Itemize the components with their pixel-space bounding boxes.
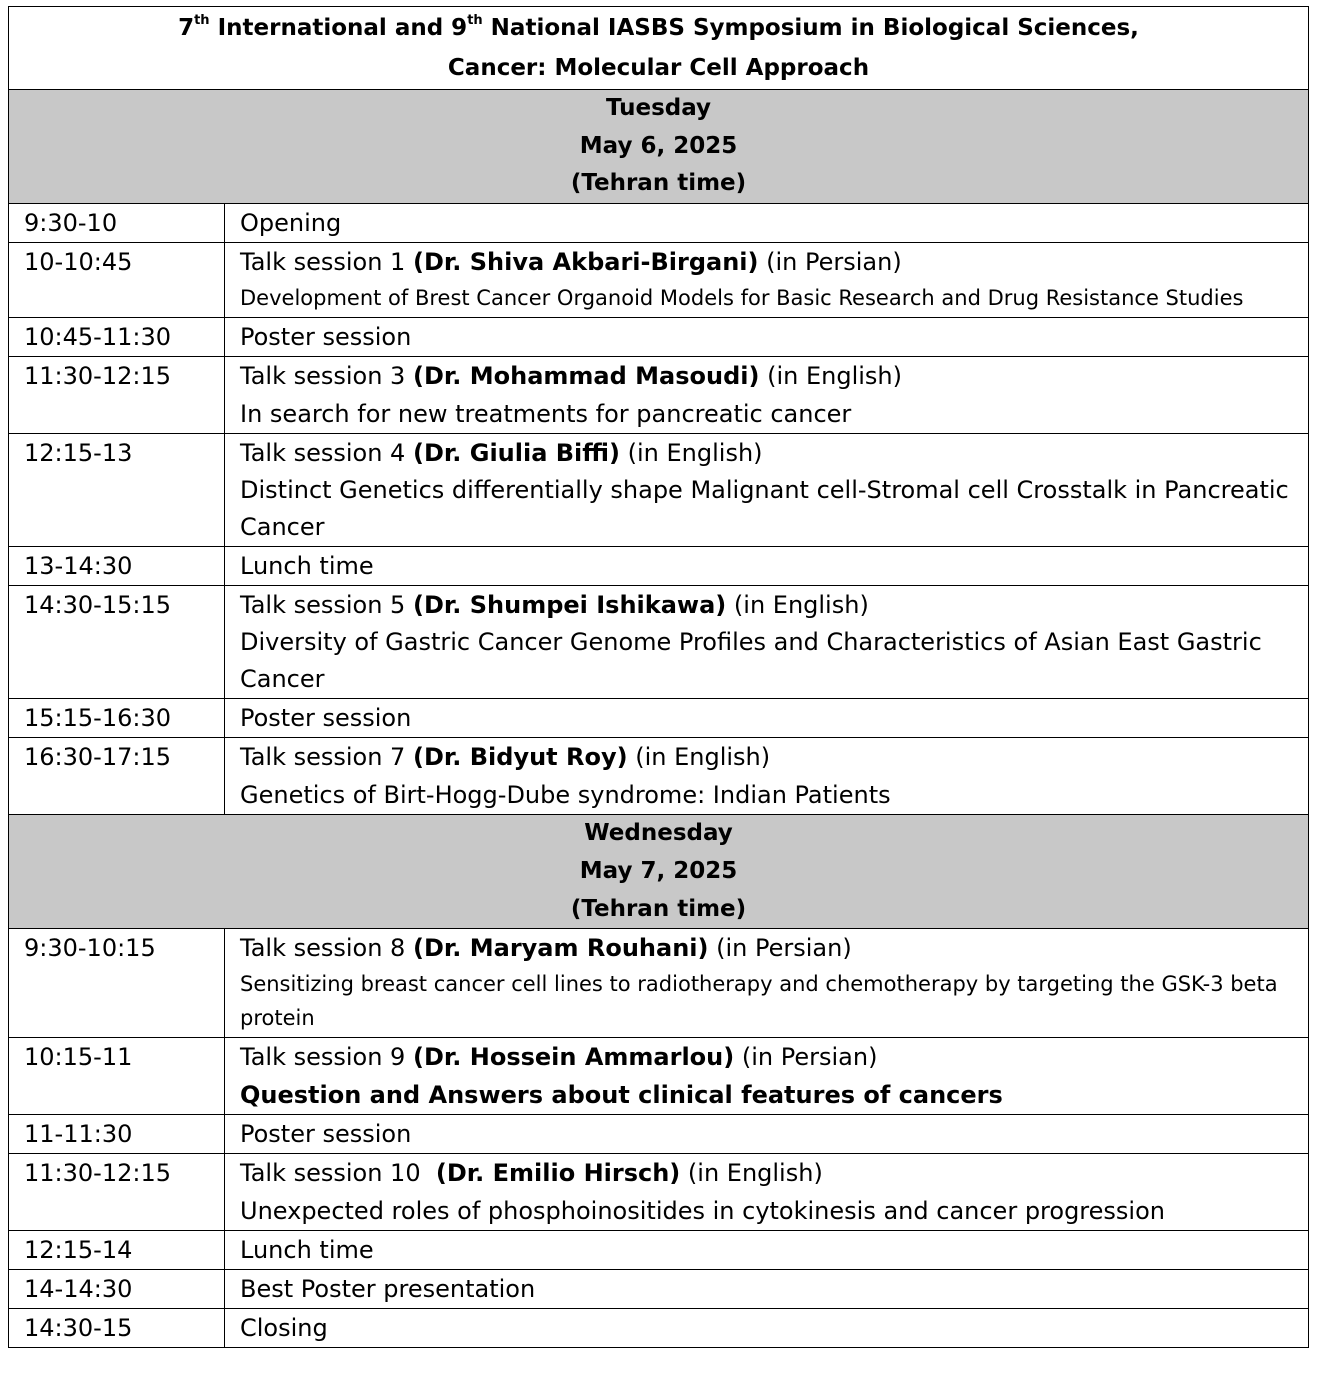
talk-title-bold: Question and Answers about clinical features of cancers [240,1081,1003,1110]
time-cell: 10:45-11:30 [9,318,225,357]
session-language: (in English) [620,439,763,468]
session-language: (in English) [726,591,869,620]
schedule-row [9,738,1309,815]
program-cell [225,1309,1309,1348]
session-line [240,434,1298,472]
session-label: Talk session 9 [240,1043,413,1072]
page-title [9,7,1309,90]
speaker-name: (Dr. Emilio Hirsch) [435,1159,681,1188]
session-label: Talk session 1 [240,248,413,277]
schedule-row [9,1154,1309,1231]
program-cell [225,738,1309,815]
session-language: (in English) [627,743,771,772]
speaker-name: (Dr. Maryam Rouhani) [412,934,709,963]
time-cell: 11-11:30 [9,1115,225,1154]
schedule-row [9,586,1309,699]
schedule-row [9,1309,1309,1348]
day-header-wednesday [9,815,1309,929]
session-line [240,929,1298,967]
program-cell [225,434,1309,547]
title-sup-1: th [194,13,210,29]
session-language: (in Persian) [758,248,902,277]
schedule-row [9,357,1309,434]
program-cell [225,1270,1309,1309]
session-language: (in English) [759,362,902,391]
program-cell [225,1231,1309,1270]
program-text: Poster session [240,1120,412,1149]
title-line-1 [9,8,1308,48]
time-cell: 13-14:30 [9,547,225,586]
time-cell: 11:30-12:15 [9,1154,225,1231]
talk-title: Distinct Genetics differentially shape Malignant cell-Stromal cell Crosstalk in Pancreatic Cancer [240,476,1289,542]
session-line [240,243,1298,281]
program-cell [225,1038,1309,1115]
talk-title [240,1076,1298,1114]
program-cell [225,357,1309,434]
time-cell: 9:30-10 [9,204,225,243]
session-label: Talk session 5 [240,591,413,620]
session-label: Talk session 10 [240,1159,436,1188]
speaker-name: (Dr. Shiva Akbari-Birgani) [412,248,759,277]
talk-title: In search for new treatments for pancreatic cancer [240,400,852,429]
session-line [240,357,1298,395]
speaker-name: (Dr. Hossein Ammarlou) [412,1043,735,1072]
schedule-table [8,6,1309,1348]
speaker-name: (Dr. Bidyut Roy) [412,743,628,772]
session-label: Talk session 4 [240,439,413,468]
schedule-row [9,204,1309,243]
time-cell: 14:30-15:15 [9,586,225,699]
program-cell [225,699,1309,738]
title-ordinal-7: 7 [178,15,195,41]
program-cell [225,318,1309,357]
session-line [240,586,1298,624]
day-timezone: (Tehran time) [570,170,747,197]
day-header-row [9,90,1309,204]
program-cell [225,1154,1309,1231]
title-line-2: Cancer: Molecular Cell Approach [447,55,870,81]
time-cell: 10:15-11 [9,1038,225,1115]
schedule-row [9,547,1309,586]
schedule-row [9,1270,1309,1309]
day-name: Tuesday [605,95,712,121]
program-text: Closing [240,1314,328,1343]
time-cell: 12:15-14 [9,1231,225,1270]
day-timezone: (Tehran time) [570,895,747,922]
day-header-row [9,815,1309,929]
schedule-row [9,929,1309,1038]
schedule-row [9,699,1309,738]
program-text: Lunch time [240,552,374,581]
program-text: Lunch time [240,1236,374,1265]
program-cell [225,1115,1309,1154]
program-text: Opening [240,209,342,238]
schedule-row [9,318,1309,357]
speaker-name: (Dr. Mohammad Masoudi) [412,362,760,391]
talk-title: Unexpected roles of phosphoinositides in cytokinesis and cancer progression [240,1197,1165,1226]
schedule-row [9,243,1309,318]
program-cell [225,547,1309,586]
time-cell: 14-14:30 [9,1270,225,1309]
speaker-name: (Dr. Giulia Biffi) [412,439,621,468]
title-row [9,7,1309,90]
program-cell [225,929,1309,1038]
day-header-tuesday [9,90,1309,204]
time-cell: 10-10:45 [9,243,225,318]
session-language: (in Persian) [734,1043,878,1072]
schedule-row [9,1115,1309,1154]
day-date: May 7, 2025 [579,857,738,884]
schedule-row [9,434,1309,547]
talk-title: Sensitizing breast cancer cell lines to radiotherapy and chemotherapy by targeting the GSK-3 beta protein [240,972,1278,1031]
session-label: Talk session 3 [240,362,413,391]
session-line [240,738,1298,776]
session-line [240,1154,1298,1192]
talk-title: Genetics of Birt-Hogg-Dube syndrome: Indian Patients [240,781,891,810]
session-language: (in Persian) [708,934,852,963]
session-line [240,1038,1298,1076]
schedule-row [9,1231,1309,1270]
time-cell: 14:30-15 [9,1309,225,1348]
speaker-name: (Dr. Shumpei Ishikawa) [412,591,727,620]
program-cell [225,243,1309,318]
time-cell: 11:30-12:15 [9,357,225,434]
program-cell [225,204,1309,243]
time-cell: 12:15-13 [9,434,225,547]
day-name: Wednesday [584,820,733,847]
title-text-1: International and 9 [209,15,468,41]
session-language: (in English) [680,1159,823,1188]
talk-title: Development of Brest Cancer Organoid Models for Basic Research and Drug Resistance Studies [240,286,1244,311]
session-label: Talk session 7 [240,743,413,772]
program-text: Poster session [240,704,412,733]
program-text: Best Poster presentation [240,1275,536,1304]
time-cell: 9:30-10:15 [9,929,225,1038]
session-label: Talk session 8 [240,934,413,963]
time-cell: 15:15-16:30 [9,699,225,738]
schedule-row [9,1038,1309,1115]
program-cell [225,586,1309,699]
day-date: May 6, 2025 [579,132,738,159]
title-text-2: National IASBS Symposium in Biological Sciences, [482,15,1139,41]
talk-title: Diversity of Gastric Cancer Genome Profiles and Characteristics of Asian East Gastric Cancer [240,628,1262,694]
time-cell: 16:30-17:15 [9,738,225,815]
title-sup-2: th [467,13,483,29]
program-text: Poster session [240,323,412,352]
